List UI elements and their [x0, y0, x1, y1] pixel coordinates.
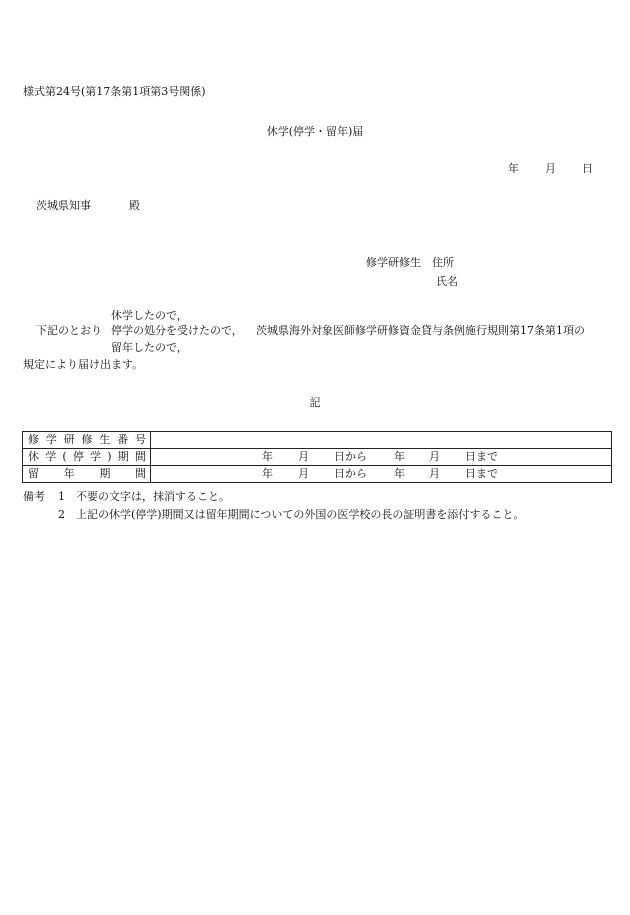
body-option-repeat: 留年したので，	[111, 341, 188, 354]
period-table	[22, 431, 612, 483]
note-text: 不要の文字は，抹消すること。	[76, 490, 230, 503]
from-month: 月	[298, 450, 309, 463]
row-label	[23, 466, 151, 483]
label-char: 学	[45, 433, 57, 446]
table-row	[23, 449, 612, 466]
from-day: 日から	[334, 450, 367, 463]
ki-heading: 記	[309, 396, 321, 409]
table-row	[23, 466, 612, 483]
from-year: 年	[262, 450, 273, 463]
from-month: 月	[298, 467, 309, 480]
row-label	[23, 432, 151, 449]
label-char: 間	[134, 450, 146, 463]
label-char: 期	[117, 450, 129, 463]
body-closing: 規定により届け出ます。	[23, 358, 144, 371]
label-char: 生	[99, 433, 111, 446]
label-char: 間	[134, 467, 146, 480]
label-char: 修	[28, 433, 39, 446]
applicant-address-label: 修学研修生 住所	[366, 256, 454, 269]
to-day: 日まで	[465, 467, 498, 480]
date-month: 月	[545, 162, 556, 175]
date-day: 日	[582, 162, 593, 175]
addressee-honorific: 殿	[129, 199, 140, 212]
note-number: 2	[58, 508, 65, 521]
applicant-name-label: 氏名	[436, 275, 458, 288]
body-option-leave: 休学したので，	[111, 309, 188, 322]
label-char: 号	[134, 433, 146, 446]
note-item	[58, 490, 230, 504]
note-text: 上記の休学(停学)期間又は留年期間についての外国の医学校の長の証明書を添付すること。	[76, 508, 525, 521]
label-char: 期	[99, 467, 111, 480]
to-year: 年	[394, 467, 405, 480]
label-char: 年	[63, 467, 75, 480]
label-char: (	[62, 450, 67, 463]
label-char: 休	[28, 450, 39, 463]
to-day: 日まで	[465, 450, 498, 463]
to-year: 年	[394, 450, 405, 463]
label-char: 停	[72, 450, 84, 463]
from-day: 日から	[334, 467, 367, 480]
date-line	[508, 162, 593, 176]
repeat-period-field[interactable]	[151, 466, 612, 483]
form-number: 様式第24号(第17条第1項第3号関係)	[23, 85, 206, 98]
addressee	[36, 199, 140, 213]
label-char: 研	[63, 433, 75, 446]
document-title: 休学(停学・留年)届	[266, 125, 364, 138]
body-option-suspension: 停学の処分を受けたので，	[111, 324, 243, 337]
to-month: 月	[429, 450, 440, 463]
body-intro: 下記のとおり	[36, 324, 102, 337]
student-number-field[interactable]	[151, 432, 612, 449]
label-char: 留	[28, 467, 39, 480]
note-number: 1	[58, 490, 65, 503]
table-row	[23, 432, 612, 449]
label-char: )	[107, 450, 112, 463]
leave-period-field[interactable]	[151, 449, 612, 466]
addressee-name: 茨城県知事	[36, 199, 91, 212]
label-char: 学	[90, 450, 102, 463]
from-year: 年	[262, 467, 273, 480]
label-char: 学	[45, 450, 57, 463]
date-year: 年	[508, 162, 519, 175]
label-char: 番	[117, 433, 129, 446]
notes-label: 備考	[23, 490, 45, 503]
label-char: 修	[81, 433, 93, 446]
body-tail: 茨城県海外対象医師修学研修資金貸与条例施行規則第17条第1項の	[256, 324, 585, 337]
note-item	[58, 508, 524, 522]
to-month: 月	[429, 467, 440, 480]
row-label	[23, 449, 151, 466]
